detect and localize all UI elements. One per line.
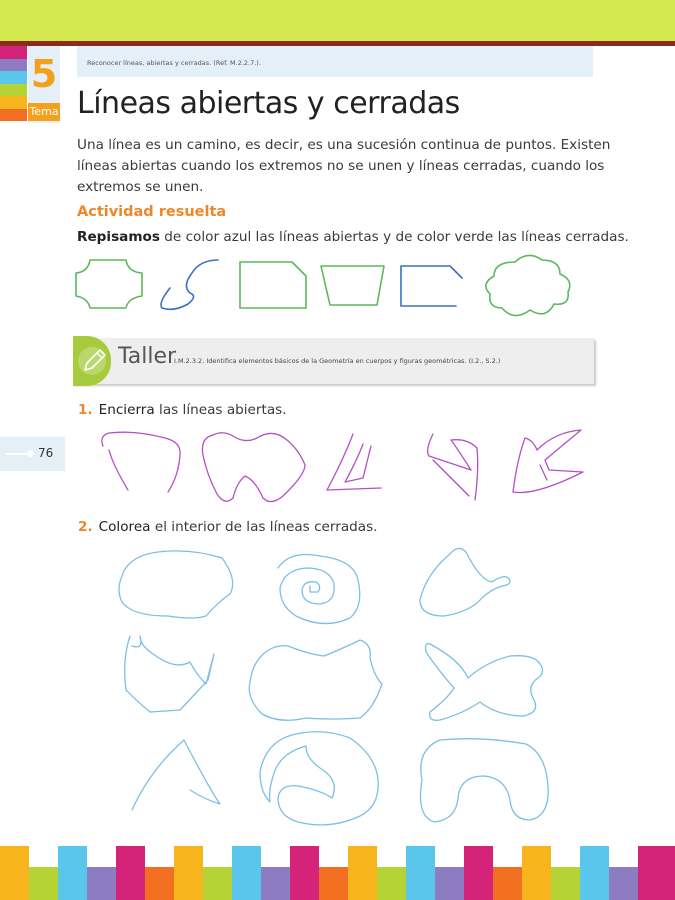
closed-line-trapezoid (321, 266, 384, 305)
activity-text: de color azul las líneas abiertas y de color verde las líneas cerradas. (159, 229, 629, 245)
taller-badge (73, 336, 111, 386)
intro-paragraph: Una línea es un camino, es decir, es una sucesión continua de puntos. Existen líneas abiertas cuando los extremos no se unen y líneas cerradas, cuando los extremos se unen. (77, 137, 611, 195)
activity-instruction (77, 229, 629, 245)
reference-bar (77, 46, 593, 77)
closed-line-bird (420, 548, 510, 616)
line-3 (327, 434, 381, 490)
question-number: 1. (78, 402, 93, 418)
closed-line-pentagon (240, 262, 306, 308)
closed-line-cloud (486, 255, 570, 315)
question-1 (78, 402, 287, 418)
question-text: las líneas abiertas. (154, 402, 287, 418)
closed-line-rock (249, 640, 382, 720)
example-lines (70, 248, 600, 328)
question-2 (78, 519, 378, 535)
line-5 (513, 430, 583, 493)
activity-title: Actividad resuelta (77, 204, 227, 220)
taller-label: Taller (118, 344, 177, 369)
closed-line-blob (119, 551, 233, 618)
open-line-polyline (401, 266, 462, 306)
line-2 (202, 433, 305, 502)
question-1-lines (95, 420, 595, 510)
line-1 (102, 432, 180, 492)
side-color-tabs (0, 46, 27, 121)
tema-number: 5 (30, 52, 58, 96)
question-number: 2. (78, 519, 93, 535)
tema-badge (28, 46, 60, 123)
closed-line-w (125, 636, 214, 712)
question-verb: Encierra (98, 402, 155, 418)
question-verb: Colorea (98, 519, 151, 535)
closed-line-s (260, 732, 378, 825)
question-text: el interior de las líneas cerradas. (150, 519, 378, 535)
closed-line-spiral (278, 555, 360, 624)
top-color-band (0, 0, 675, 41)
open-line-triangle (132, 740, 220, 810)
page-title: Líneas abiertas y cerradas (77, 86, 460, 121)
taller-reference: I.M.2.3.2. Identifica elementos básicos de la Geometría en cuerpos y figuras geométricas. (I.2., S.2.) (174, 357, 501, 365)
open-line-curve (161, 260, 218, 309)
page-number: 76 (38, 446, 54, 460)
pencil-icon (73, 336, 111, 386)
line-4 (428, 434, 478, 500)
question-2-lines (110, 540, 590, 840)
tema-label: Tema (28, 103, 60, 121)
bottom-color-band (0, 846, 675, 900)
closed-line-arch (421, 739, 549, 822)
reference-text: Reconocer líneas, abiertas y cerradas. (Ref. M.2.2.7.). (87, 59, 261, 67)
closed-line-octagon (76, 260, 142, 308)
closed-line-fish (426, 644, 543, 721)
activity-verb: Repisamos (77, 229, 160, 245)
page-number-tab (0, 437, 65, 471)
